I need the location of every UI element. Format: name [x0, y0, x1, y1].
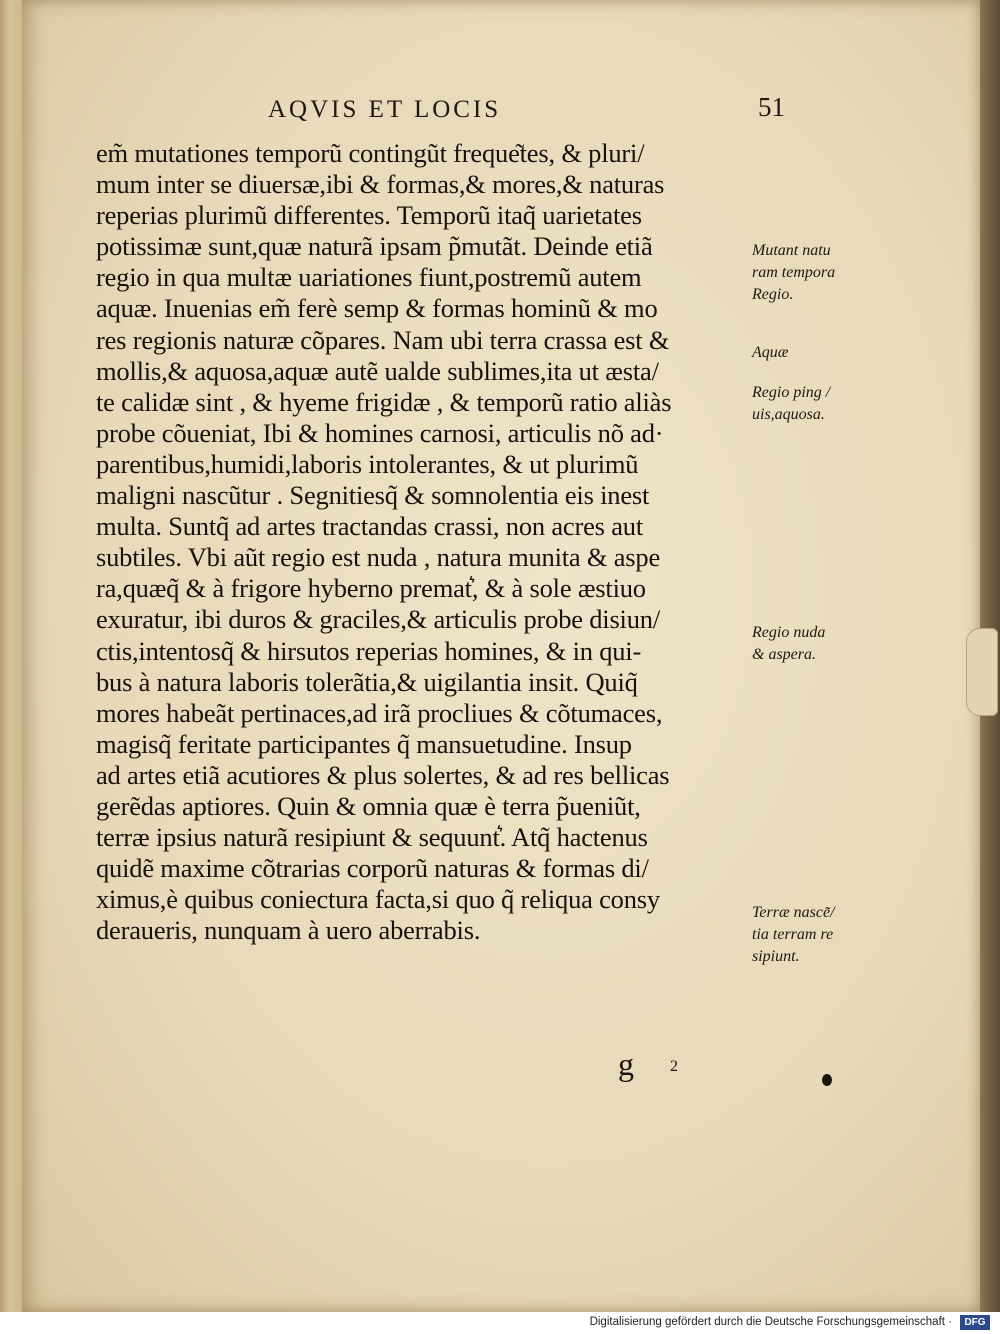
page-tab: [966, 628, 998, 716]
marginal-line: Regio.: [752, 286, 794, 303]
marginal-note-aquae: [752, 342, 882, 364]
body-text: [96, 138, 746, 946]
text-line: exuratur, ibi duros & graciles,& articulis probe disiun/: [96, 604, 660, 635]
text-line: quidẽ maxime cõtrarias corporũ naturas & formas di/: [96, 853, 649, 884]
ink-dot: [822, 1074, 832, 1086]
text-line: ctis,intentosq̃ & hirsutos reperias homines, & in qui-: [96, 635, 642, 666]
text-line: subtiles. Vbi aũt regio est nuda , natura munita & aspe: [96, 542, 661, 573]
marginal-line: tia terram re: [752, 926, 834, 943]
text-line: mores habeãt pertinaces,ad irã procliues & cõtumaces,: [96, 697, 663, 728]
text-line: em̃ mutationes temporũ contingũt freque͂tes, & pluri/: [96, 138, 645, 168]
marginal-line: Mutant natu: [752, 242, 831, 259]
text-line: maligni nascũtur . Segnitiesq̃ & somnolentia eis inest: [96, 480, 650, 511]
text-line: reperias plurimũ differentes. Temporũ itaq̃ uarietates: [96, 200, 642, 231]
text-line: ra,quæq̃ & à frigore hyberno premat͛, & à sole æstiuo: [96, 573, 646, 604]
text-line: res regionis naturæ cõpares. Nam ubi terra crassa est &: [96, 324, 670, 355]
page-edge-left: [0, 0, 24, 1312]
marginal-line: sipiunt.: [752, 948, 800, 965]
page-number: 51: [758, 92, 785, 122]
text-line: parentibus,humidi,laboris intolerantes, & ut plurimũ: [96, 448, 639, 479]
text-line: mollis,& aquosa,aquæ autẽ ualde sublimes,ita ut æsta/: [96, 355, 659, 386]
text-line: bus à natura laboris tolerãtia,& uigilantia insit. Quiq̃: [96, 666, 638, 697]
text-line: gerẽdas aptiores. Quin & omnia quæ è terra p̃ueniũt,: [96, 790, 641, 821]
marginal-line: Regio nuda: [752, 624, 826, 641]
dfg-logo: DFG: [960, 1315, 990, 1330]
marginal-line: & aspera.: [752, 646, 816, 663]
marginal-line: Terræ nasce͂/: [752, 904, 835, 921]
marginal-line: Regio ping /: [752, 384, 831, 401]
text-line: probe cõueniat, Ibi & homines carnosi, articulis nõ ad·: [96, 417, 664, 448]
text-line: mum inter se diuersæ,ibi & formas,& mores,& naturas: [96, 169, 665, 200]
marginal-note-terrae: [752, 902, 882, 968]
marginal-line: ram tempora: [752, 264, 836, 281]
text-line: potissimæ sunt,quæ naturã ipsam p̃mutãt. Deinde etiã: [96, 231, 653, 262]
running-title: AQVIS ET LOCIS: [268, 96, 502, 123]
text-line: regio in qua multæ uariationes fiunt,postremũ autem: [96, 262, 642, 293]
text-line: magisq̃ feritate participantes q̃ mansuetudine. Insup: [96, 728, 632, 759]
text-line: ximus,è quibus coniectura facta,si quo q̃ reliqua consy: [96, 884, 660, 915]
footer-credit: Digitalisierung gefördert durch die Deutsche Forschungsgemeinschaft ·: [589, 1316, 952, 1328]
marginal-note-mutant: [752, 240, 882, 306]
signature-mark: g: [618, 1046, 634, 1082]
signature-number: 2: [670, 1058, 678, 1075]
text-line: terræ ipsius naturã resipiunt & sequunt͛. Atq̃ hactenus: [96, 822, 648, 853]
marginal-line: uis,aquosa.: [752, 406, 825, 423]
text-line: ad artes etiã acutiores & plus solertes, & ad res bellicas: [96, 759, 670, 790]
marginal-line: Aquæ: [752, 344, 789, 361]
text-line: te calidæ sint , & hyeme frigidæ , & temporũ ratio aliàs: [96, 386, 672, 417]
text-line: deraueris, nunquam à uero aberrabis.: [96, 915, 481, 946]
marginal-note-regio-nuda: [752, 622, 882, 666]
text-line: aquæ. Inuenias em̃ ferè semp & formas hominũ & mo: [96, 293, 658, 324]
marginal-note-regio-pinguis: [752, 382, 882, 426]
text-line: multa. Suntq̃ ad artes tractandas crassi, non acres aut: [96, 511, 643, 542]
